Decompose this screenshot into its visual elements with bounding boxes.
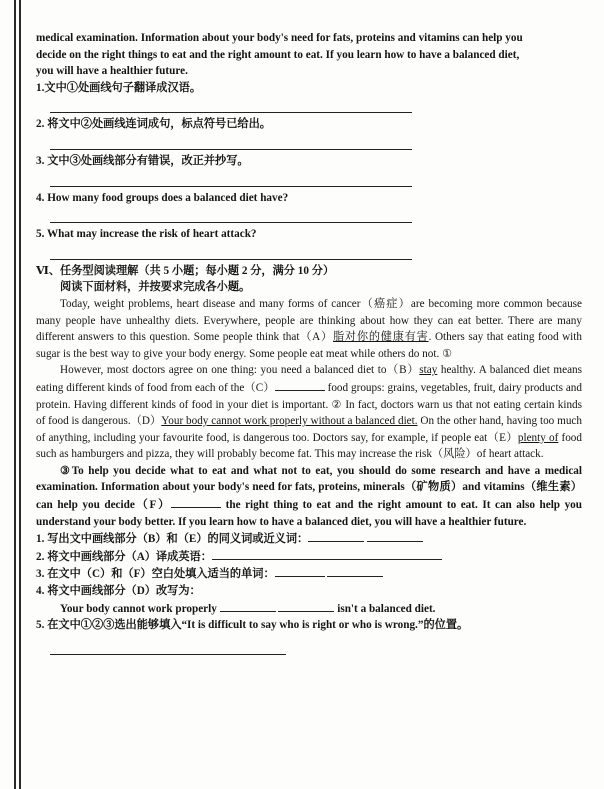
worksheet-page [36, 30, 582, 657]
task-question-4: 4. 将文中画线部分（D）改写为： [36, 585, 201, 598]
answer-blank[interactable] [212, 548, 442, 560]
task-question-3: 3. 在文中（C）和（F）空白处填入适当的单词： [36, 565, 582, 583]
answer-line[interactable] [50, 638, 286, 655]
task-question-5: 5. 在文中①②③选出能够填入“It is difficult to say who is right or who is wrong.”的位置。 [36, 619, 469, 632]
underlined-phrase-e: plenty of [517, 431, 559, 444]
answer-blank[interactable] [327, 565, 383, 577]
binding-margin-line [19, 0, 21, 789]
question-3: 3. 文中③处画线部分有错误，改正并抄写。 [36, 154, 249, 167]
answer-line[interactable] [50, 170, 412, 187]
question-2: 2. 将文中②处画线连词成句，标点符号已给出。 [36, 118, 271, 131]
section-instruction: 阅读下面材料，并按要求完成各小题。 [60, 281, 251, 294]
underlined-word-b: stay [419, 364, 438, 377]
question-5: 5. What may increase the risk of heart attack? [36, 228, 257, 241]
blank-f[interactable] [171, 496, 221, 508]
question-4: 4. How many food groups does a balanced diet have? [36, 191, 289, 204]
answer-blank[interactable] [220, 600, 276, 612]
passage-paragraph-1: Today, weight problems, heart disease and many forms of cancer（癌症）are becoming more common because many people have unhealthy diets. Everywhere, people are thinking about how they can eat better. There are many different answers to this question. Some people think that（A）脂对你的健康有害. Others say that eating food with sugar is the best way to give your body energy. Some people eat meat while others do not. ① [36, 297, 582, 360]
section-heading: Ⅵ、任务型阅读理解（共 5 小题；每小题 2 分，满分 10 分） [36, 264, 335, 277]
blank-c[interactable] [275, 379, 325, 391]
question-1: 1.文中①处画线句子翻译成汉语。 [36, 81, 202, 94]
answer-blank[interactable] [275, 565, 325, 577]
task-question-4-sentence: Your body cannot work properly isn't a balanced diet. [36, 600, 582, 618]
answer-blank[interactable] [278, 600, 334, 612]
binding-margin-line [14, 0, 16, 789]
task-question-1: 1. 写出文中画线部分（B）和（E）的同义词或近义词： [36, 530, 582, 548]
answer-line[interactable] [50, 243, 412, 260]
underlined-phrase-a: 脂对你的健康有害 [332, 331, 429, 344]
underlined-sentence-d: Your body cannot work properly without a balanced diet. [161, 415, 418, 428]
answer-blank[interactable] [308, 530, 364, 542]
answer-line[interactable] [50, 206, 412, 223]
top-paragraph-line: you will have a healthier future. [36, 65, 188, 78]
answer-blank[interactable] [367, 530, 423, 542]
task-question-2: 2. 将文中画线部分（A）译成英语： [36, 548, 582, 566]
top-paragraph-line: decide on the right things to eat and the right amount to eat. If you learn how to have a balanced diet, [36, 48, 520, 61]
top-paragraph-line: medical examination. Information about your body's need for fats, proteins and vitamins can help you [36, 32, 523, 44]
answer-line[interactable] [50, 96, 412, 113]
passage-paragraph-3: ③To help you decide what to eat and what not to eat, you should do some research and have a medical examination. Information about your body's need for fats, proteins, minerals（矿物质）and vitamins（维生素）can help you decide（F） the right thing to eat and the right amount to eat. It can also help you understand your body better. If you learn how to have a balanced diet, you will have a healthier future. [36, 464, 582, 528]
passage-paragraph-2: However, most doctors agree on one thing: you need a balanced diet to（B）stay healthy. A balanced diet means eating different kinds of food from each of the（C） food groups: grains, vegetables, fruit, dairy products and protein. Having different kinds of food in your diet is important. ② In fact, doctors warn us that not eating certain kinds of food is dangerous.（D）Your body cannot work properly without a balanced diet. On the other hand, having too much of anything, including your favourite food, is dangerous too. Doctors say, for example, if people eat（E）plenty of food such as hamburgers and pizza, they will probably become fat. This may increase the risk（风险）of heart attack. [36, 364, 582, 461]
answer-line[interactable] [50, 133, 412, 150]
